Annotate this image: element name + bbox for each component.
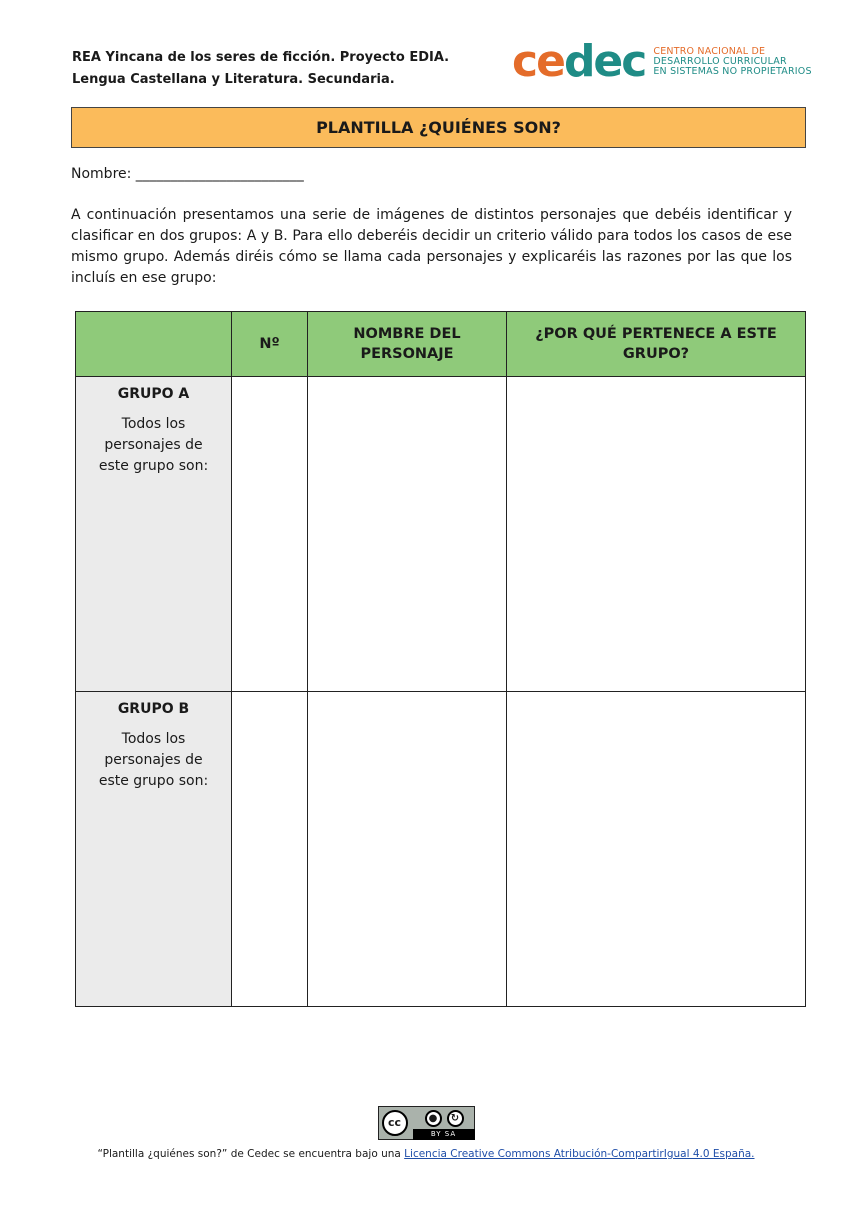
logo-subtitle [653, 47, 811, 77]
logo-sub-line-1: CENTRO NACIONAL DE [653, 46, 766, 57]
logo-sub-line-2: DESARROLLO CURRICULAR [653, 56, 787, 67]
table-header-row [76, 312, 806, 377]
name-field-label[interactable]: Nombre: ________________________ [71, 166, 304, 182]
logo-wordmark [512, 36, 646, 87]
groups-table [75, 311, 806, 1007]
license-link[interactable]: Licencia Creative Commons Atribución-CompartirIgual 4.0 España. [404, 1148, 755, 1160]
share-alike-icon: ↻ [447, 1110, 464, 1127]
group-a-number-cell[interactable] [232, 377, 308, 692]
header-line-1: REA Yincana de los seres de ficción. Proyecto EDIA. [72, 50, 450, 65]
group-a-reason-cell[interactable] [507, 377, 806, 692]
group-b-number-cell[interactable] [232, 692, 308, 1007]
cc-license-badge[interactable] [378, 1106, 475, 1140]
cc-by-sa-label: BY SA [413, 1129, 475, 1140]
header-character-name: NOMBRE DEL PERSONAJE [308, 312, 507, 377]
group-a-cell [76, 377, 232, 692]
group-b-cell [76, 692, 232, 1007]
page-title: PLANTILLA ¿QUIÉNES SON? [71, 107, 806, 148]
table-row-group-a [76, 377, 806, 692]
logo-ce: ce [512, 36, 564, 87]
group-b-title: GRUPO B [117, 701, 190, 717]
license-text [0, 1148, 852, 1160]
attribution-icon: ● [425, 1110, 442, 1127]
group-a-description: Todos los personajes de este grupo son: [98, 416, 209, 474]
group-b-reason-cell[interactable] [507, 692, 806, 1007]
logo-dec: dec [563, 36, 646, 87]
header-reason: ¿POR QUÉ PERTENECE A ESTE GRUPO? [507, 312, 806, 377]
group-a-name-cell[interactable] [308, 377, 507, 692]
logo-sub-line-3: EN SISTEMAS NO PROPIETARIOS [653, 66, 812, 77]
table-row-group-b [76, 692, 806, 1007]
document-header [72, 47, 449, 91]
group-b-description: Todos los personajes de este grupo son: [98, 731, 209, 789]
cc-icon: cc [382, 1110, 408, 1136]
header-empty-cell [76, 312, 232, 377]
license-prefix: “Plantilla ¿quiénes son?” de Cedec se encuentra bajo una [97, 1148, 405, 1160]
instructions-paragraph: A continuación presentamos una serie de imágenes de distintos personajes que debéis identificar y clasificar en dos grupos: A y B. Para ello deberéis decidir un criterio válido para todos los casos de ese mismo grupo. Además diréis cómo se llama cada personajes y explicaréis las razones por las que los incluís en ese grupo: [71, 207, 792, 286]
footer [0, 1106, 852, 1160]
cedec-logo [512, 36, 812, 87]
header-line-2: Lengua Castellana y Literatura. Secundaria. [72, 72, 395, 87]
header-number: Nº [232, 312, 308, 377]
group-b-name-cell[interactable] [308, 692, 507, 1007]
group-a-title: GRUPO A [117, 386, 190, 402]
